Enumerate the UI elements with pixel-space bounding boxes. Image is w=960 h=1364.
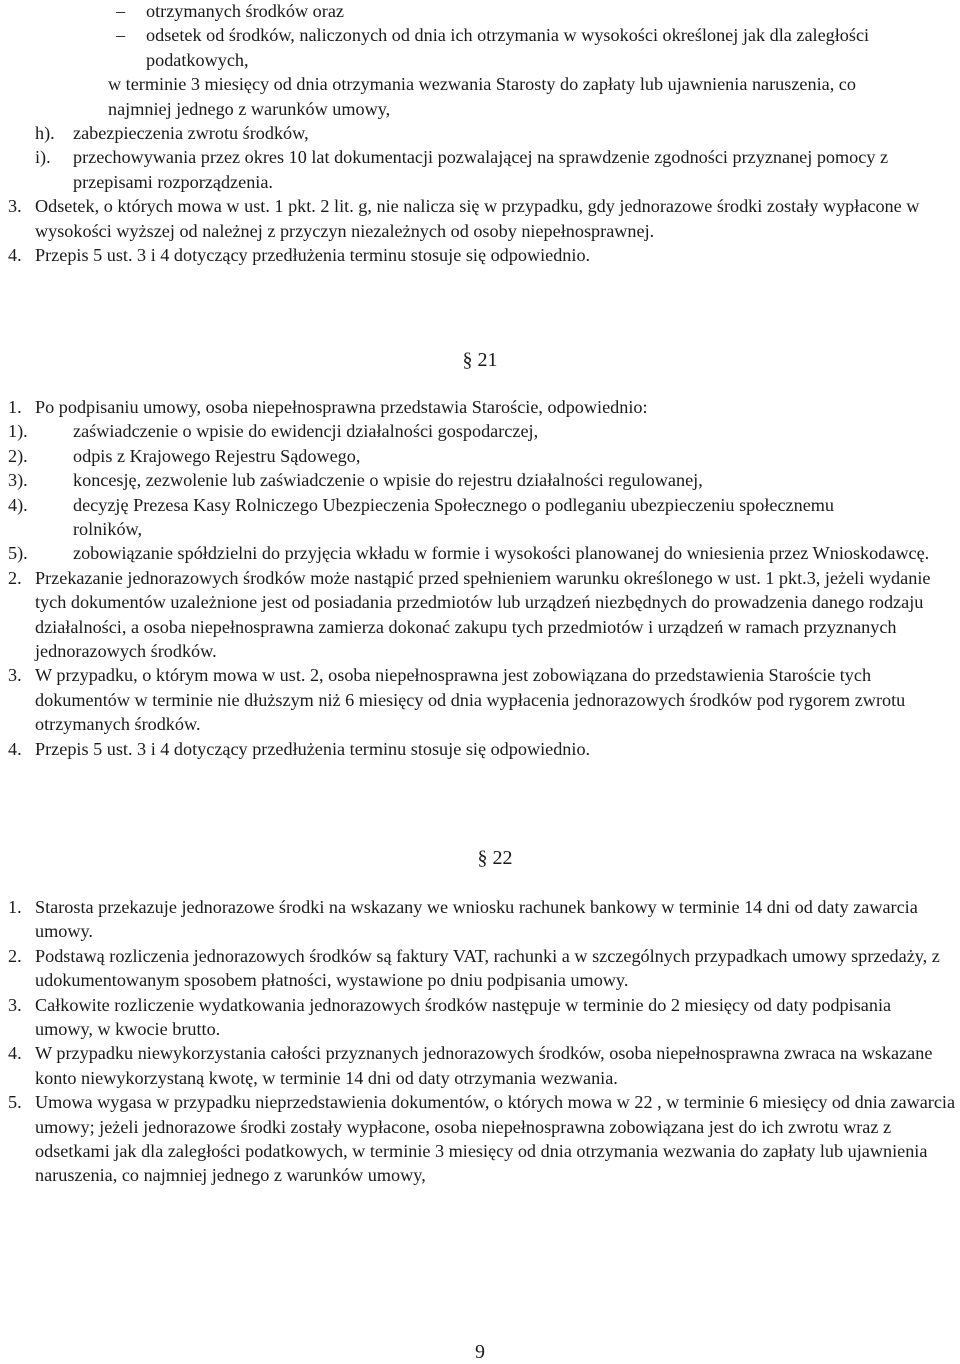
numbered-item (0, 566, 960, 664)
item-text: Starosta przekazuje jednorazowe środki na wskazany we wniosku rachunek bankowy w terminie 14 dni od daty zawarcia umowy. (35, 897, 918, 942)
numbered-item (0, 194, 960, 243)
letter-item-text: zabezpieczenia zwrotu środków, (73, 123, 309, 144)
item-text: W przypadku, o którym mowa w ust. 2, osoba niepełnosprawna jest zobowiązana do przedstawienia Staroście tych dokumentów w terminie nie dłuższym niż 6 miesięcy od dnia wypłacenia jednorazowych środków pod rygorem zwrotu otrzymanych środków. (35, 665, 906, 735)
item-number: 4. (8, 738, 22, 759)
numbered-item (0, 1041, 960, 1090)
item-text: Całkowite rozliczenie wydatkowania jednorazowych środków następuje w terminie do 2 miesięcy od daty podpisania umowy, w kwocie brutto. (35, 994, 892, 1040)
item-number: 1. (8, 897, 22, 917)
sub-item-text: decyzję Prezesa Kasy Rolniczego Ubezpieczenia Społecznego o podleganiu ubezpieczeniu społecznemu rolników, (73, 494, 835, 540)
item-number: 3. (8, 994, 22, 1015)
sub-item-text: koncesję, zezwolenie lub zaświadczenie o wpisie do rejestru działalności regulowanej, (73, 470, 703, 491)
sub-item-text: odpis z Krajowego Rejestru Sądowego, (73, 445, 361, 466)
sub-item-number: 4). (8, 494, 28, 515)
section-22-body (0, 895, 960, 1188)
numbered-item (0, 993, 960, 1042)
letter-item (0, 145, 960, 194)
item-number: 3. (8, 196, 22, 217)
section-sign: § (462, 349, 473, 371)
page-number: 9 (475, 1341, 485, 1363)
item-text: W przypadku niewykorzystania całości przyznanych jednorazowych środków, osoba niepełnosprawna zwraca na wskazane konto niewykorzystaną kwotę, w terminie 14 dni od daty otrzymania wezwania. (35, 1043, 933, 1088)
item-number: 5. (8, 1092, 22, 1113)
letter-item-text: przechowywania przez okres 10 lat dokumentacji pozwalającej na sprawdzenie zgodności przyznanej pomocy z przepisami rozporządzenia. (73, 147, 889, 192)
item-text: Przepis 5 ust. 3 i 4 dotyczący przedłużenia terminu stosuje się odpowiednio. (35, 245, 591, 266)
section-21-heading: § 21 (462, 349, 498, 371)
numbered-item (0, 944, 960, 993)
item-number: 3. (8, 665, 22, 686)
item-number: 2. (8, 567, 22, 588)
sub-item-text: zobowiązanie spółdzielni do przyjęcia wkładu w formie i wysokości planowanej do wniesienia przez Wnioskodawcę. (73, 543, 930, 564)
dash-marker: – (116, 25, 126, 46)
item-text: Przepis 5 ust. 3 i 4 dotyczący przedłużenia terminu stosuje się odpowiednio. (35, 738, 591, 759)
sub-item-number: 1). (8, 421, 28, 442)
item-text: Odsetek, o których mowa w ust. 1 pkt. 2 lit. g, nie nalicza się w przypadku, gdy jednorazowe środki zostały wypłacone w wysokości wyższej od należnej z przyczyn niezależnych od osoby niepełnosprawnej. (35, 196, 920, 241)
item-number: 4. (8, 245, 22, 266)
continuation-text: w terminie 3 miesięcy od dnia otrzymania wezwania Starosty do zapłaty lub ujawnienia naruszenia, co najmniej jednego z warunków umowy, (108, 74, 856, 119)
dash-item-text: odsetek od środków, naliczonych od dnia ich otrzymania w wysokości określonej jak dla zaległości podatkowych, (146, 25, 870, 70)
dash-marker: – (116, 1, 126, 21)
top-block (0, 0, 960, 267)
item-text: Po podpisaniu umowy, osoba niepełnosprawna przedstawia Staroście, odpowiednio: (35, 397, 648, 417)
numbered-item (0, 243, 960, 267)
numbered-item (0, 1090, 960, 1188)
item-text: Podstawą rozliczenia jednorazowych środków są faktury VAT, rachunki a w szczególnych przypadkach umowy sprzedaży, z udokumentowanym sposobem płatności, wystawione po dniu podpisania umowy. (35, 945, 940, 991)
letter-marker: i). (35, 147, 51, 168)
item-number: 1. (8, 397, 22, 417)
dash-item (0, 23, 960, 72)
numbered-item (0, 737, 960, 761)
sub-item-number: 2). (8, 445, 28, 466)
section-21-body (0, 395, 960, 761)
sub-item-number: 3). (8, 470, 28, 491)
item-number: 4. (8, 1043, 22, 1064)
letter-marker: h). (35, 123, 55, 144)
letter-item (0, 121, 960, 145)
numbered-item (0, 395, 960, 419)
sub-item (0, 419, 960, 443)
sub-item (0, 493, 960, 542)
section-22-heading: § 22 (477, 847, 513, 869)
item-text: Przekazanie jednorazowych środków może nastąpić przed spełnieniem warunku określonego w ust. 1 pkt.3, jeżeli wydanie tych dokumentów uzależnione jest od posiadania przedmiotów lub urządzeń niezbędnych do prowadzenia danego rodzaju działalności, a osoba niepełnosprawna zamierza dokonać zakupu tych przedmiotów i urządzeń w ramach przyznanych jednorazowych środków. (35, 567, 931, 662)
sub-item-text: zaświadczenie o wpisie do ewidencji działalności gospodarczej, (73, 421, 539, 442)
sub-item (0, 541, 960, 565)
item-text: Umowa wygasa w przypadku nieprzedstawienia dokumentów, o których mowa w 22 , w terminie 6 miesięcy od dnia zawarcia umowy; jeżeli jednorazowe środki zostały wypłacone, osoba niepełnosprawna zobowiązana jest do ich zwrotu wraz z odsetkami jak dla zaległości podatkowych, w terminie 3 miesięcy od dnia otrzymania wezwania do zapłaty lub ujawnienia naruszenia, co najmniej jednego z warunków umowy, (35, 1092, 956, 1186)
sub-item (0, 444, 960, 468)
dash-item-text: otrzymanych środków oraz (146, 1, 344, 21)
dash-item (0, 0, 960, 23)
item-number: 2. (8, 945, 22, 966)
section-sign: § (477, 847, 488, 869)
sub-item-number: 5). (8, 543, 28, 564)
sub-item (0, 468, 960, 492)
numbered-item (0, 663, 960, 736)
numbered-item (0, 895, 960, 944)
